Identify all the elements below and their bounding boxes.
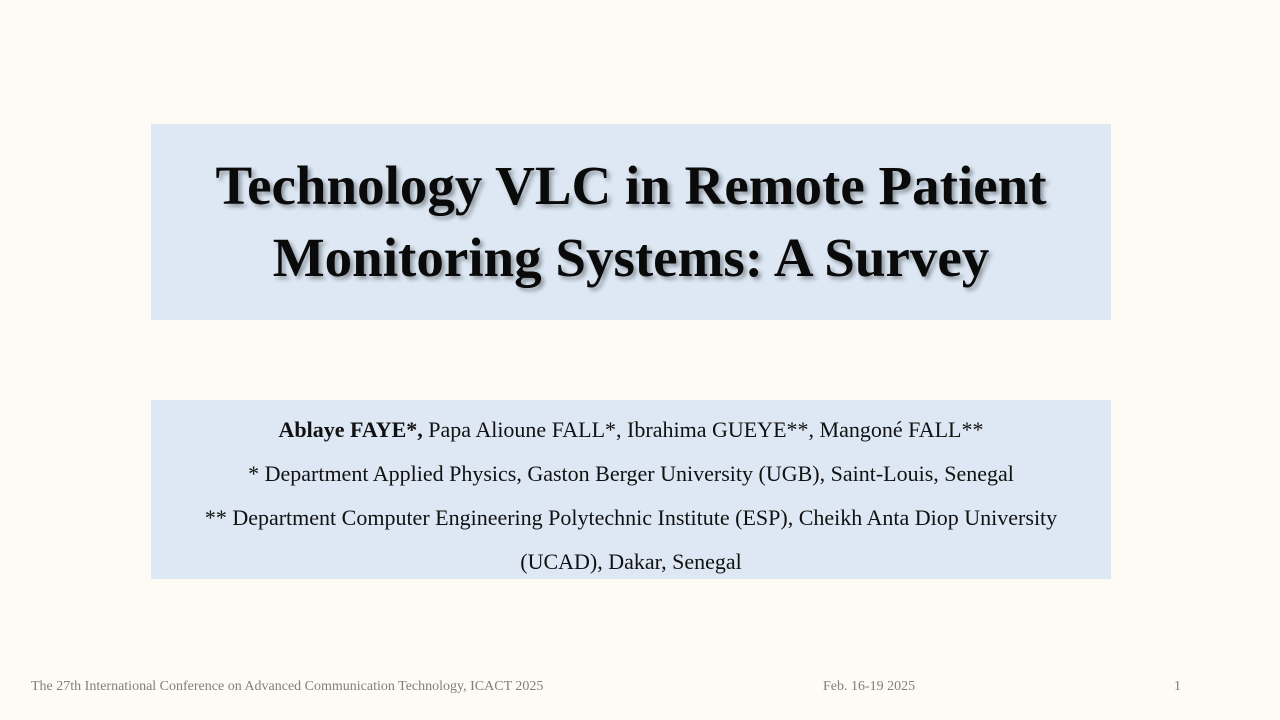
lead-author: Ablaye FAYE*, [278, 417, 423, 442]
affiliation-1: * Department Applied Physics, Gaston Berger University (UGB), Saint-Louis, Senegal [248, 461, 1014, 486]
title-line-2: Monitoring Systems: A Survey [272, 227, 990, 288]
co-authors: Papa Alioune FALL*, Ibrahima GUEYE**, Mangoné FALL** [422, 417, 984, 442]
slide-number: 1 [1174, 679, 1181, 694]
affiliation-2-line-1: ** Department Computer Engineering Polytechnic Institute (ESP), Cheikh Anta Diop University [204, 505, 1058, 530]
footer-date: Feb. 16-19 2025 [823, 679, 916, 694]
author-list [151, 408, 1111, 452]
authors-box [151, 400, 1111, 579]
title-line-1: Technology VLC in Remote Patient [215, 155, 1047, 216]
footer-conference: The 27th International Conference on Advanced Communication Technology, ICACT 2025 [31, 679, 544, 694]
title-box [151, 124, 1111, 320]
affiliation-2-line-2: (UCAD), Dakar, Senegal [520, 549, 742, 574]
